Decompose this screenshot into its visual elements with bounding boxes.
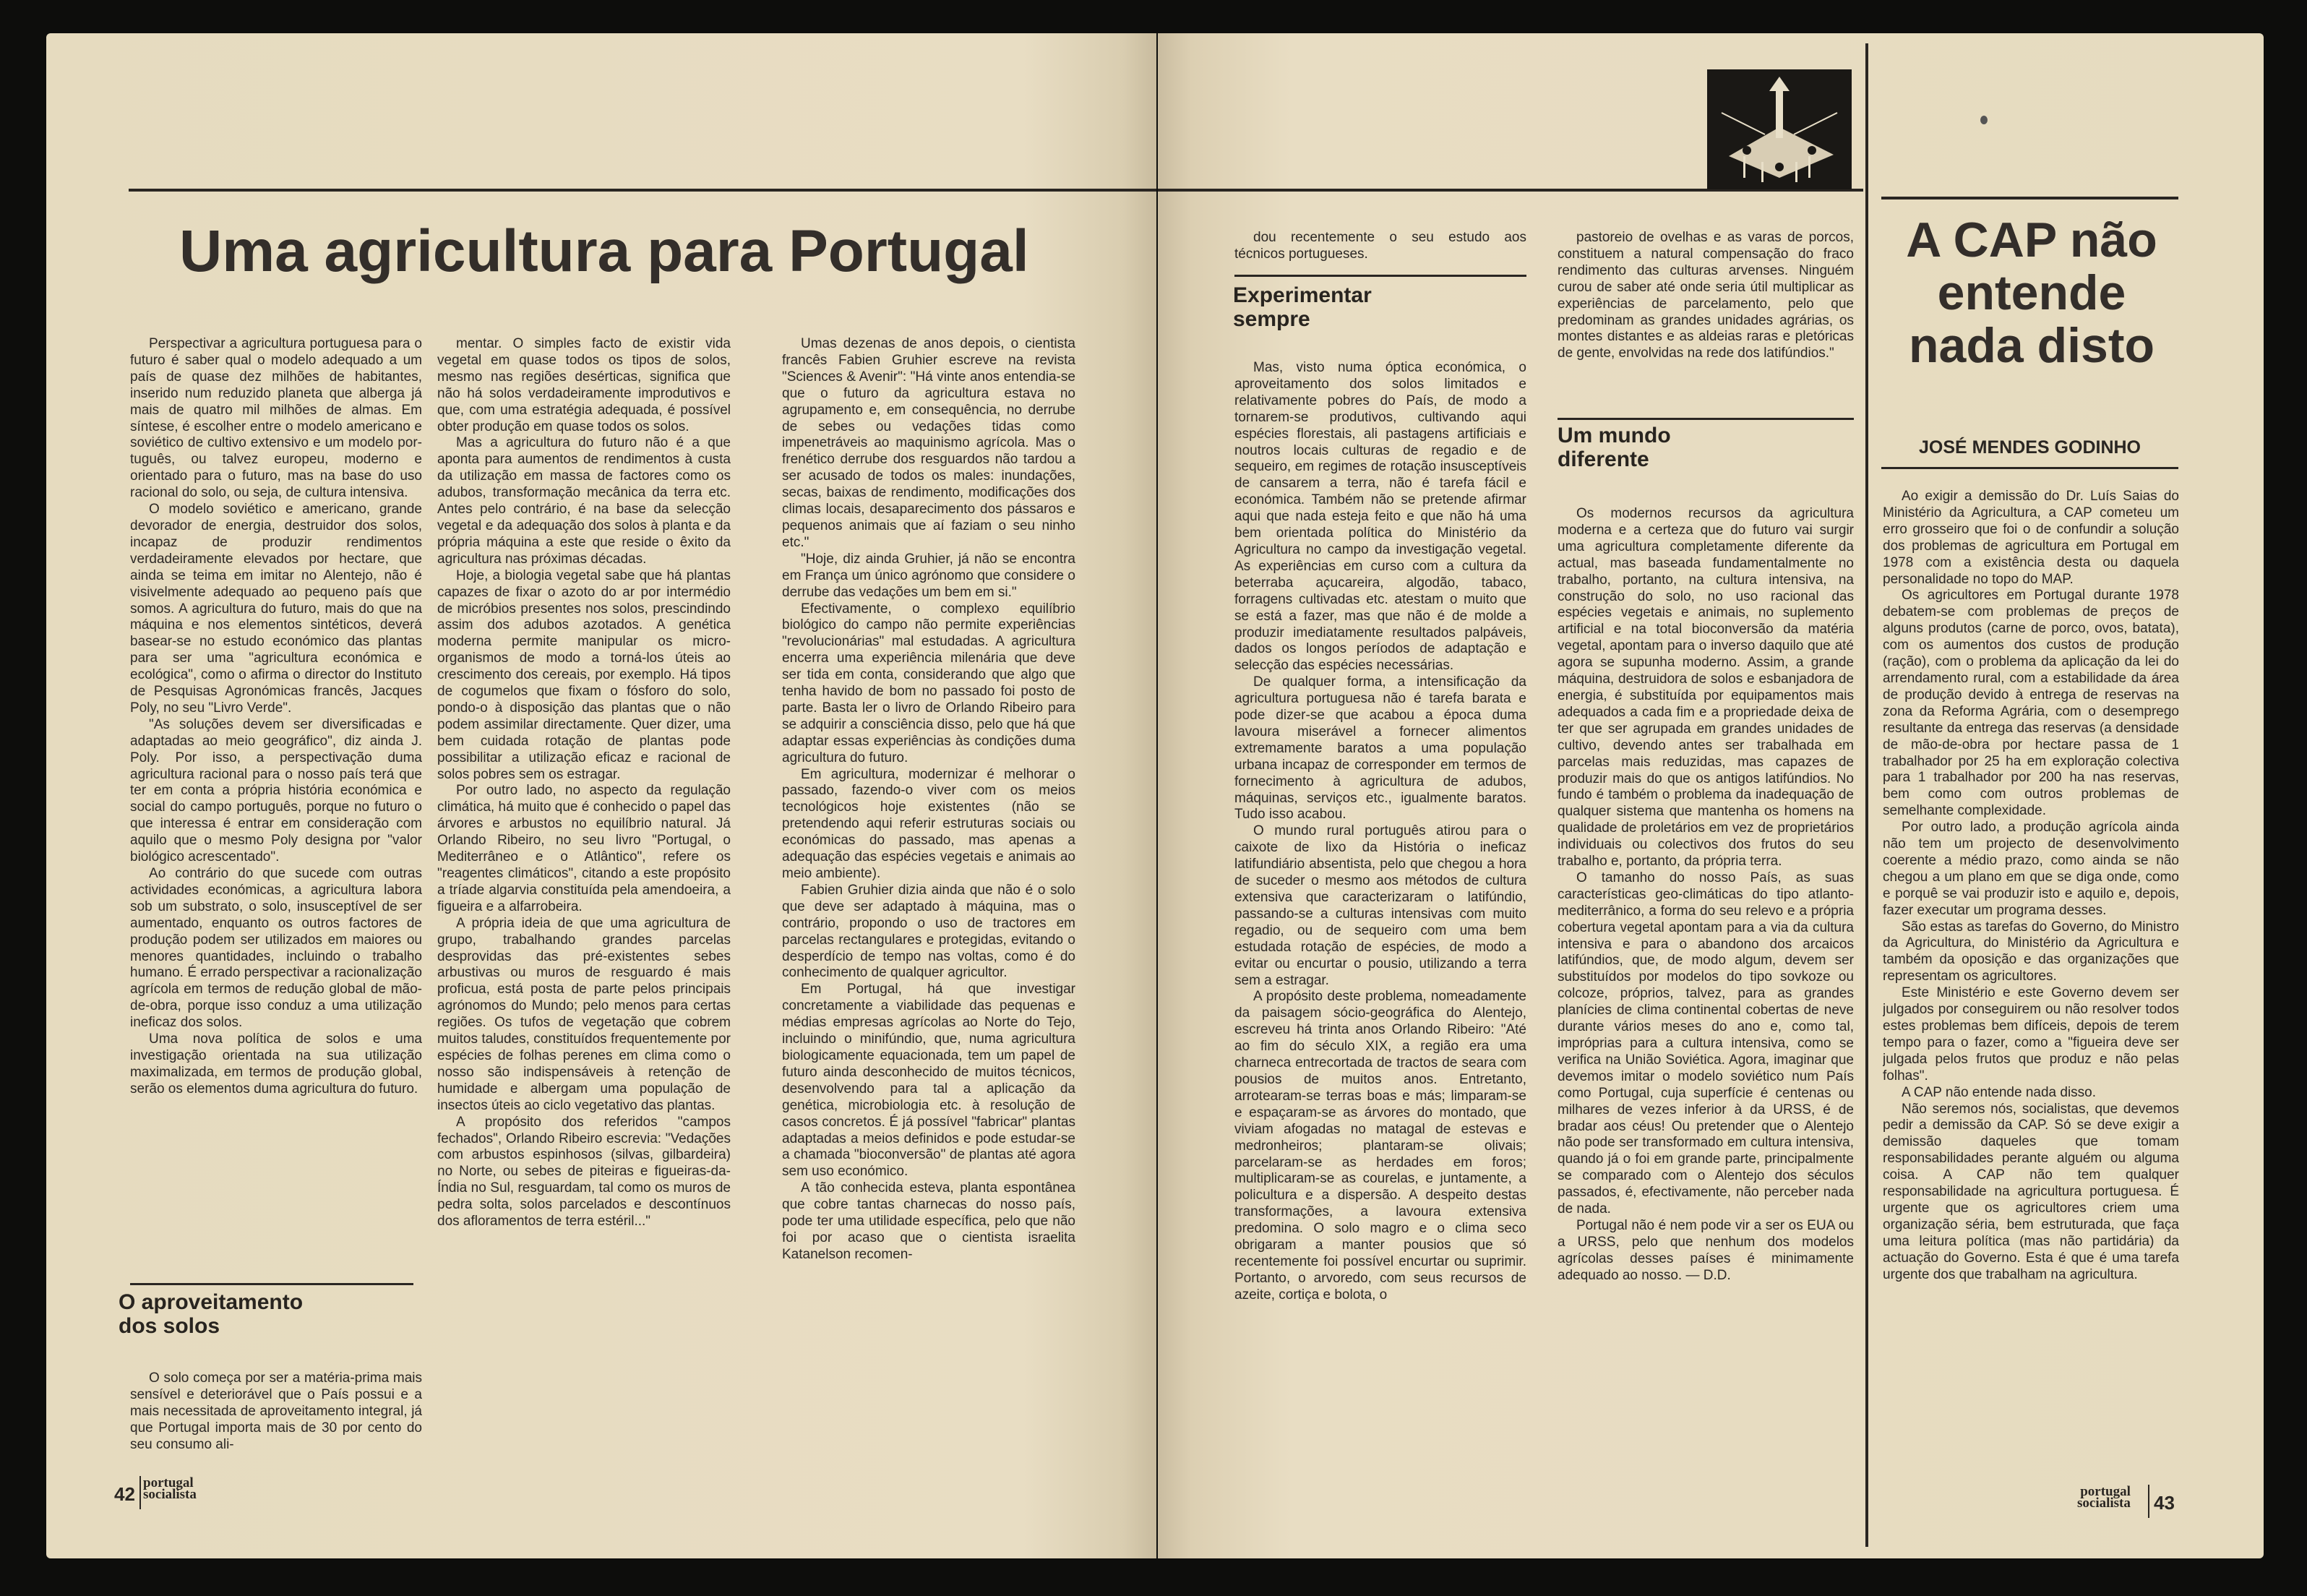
subhead-rule-1 — [130, 1283, 413, 1285]
paragraph: Perspectivar a agricultura portuguesa para o futuro é saber qual o modelo adequado a um país de quase dez milhões de habitantes, inserido num reduzido planeta que alberga já mais de quatro mil milhões de almas. Em síntese, é escolher entre o modelo americano e soviético de cultivo extensivo e um modelo por-tuguês, ou talvez europeu, moderno e orientado para o futuro, mas na base do uso racional do solo, ou seja, de cultura intensiva. — [130, 336, 422, 501]
paragraph: Portugal não é nem pode vir a ser os EUA ou a URSS, pelo que nenhum dos modelos agrícolas desses países é minimamente adequado ao nosso. — D.D. — [1558, 1217, 1854, 1283]
sidebar-top-rule — [1881, 197, 2178, 200]
paragraph: O modelo soviético e americano, grande devorador de energia, destruidor dos solos, incapaz de produzir rendimentos verdadeiramente elevados por hectare, que ainda se teima em imitar no Alentejo, não é visivelmente adequado ao pequeno país que somos. A agricultura do futuro, mais do que na máquina e nos elementos sintéticos, deverá basear-se no estudo económico das plantas para ser uma "agricultura económica e ecológica", como o afirma o director do Instituto de Pesquisas Agronómicas francês, Jacques Poly, no seu "Livro Verde". — [130, 502, 422, 716]
paragraph: Os agricultores em Portugal durante 1978 debatem-se com problemas de preços de alguns produtos (carne de porco, ovos, batata), com os aumentos dos custos de produção (ração), com o problema da aplicação da lei do arrendamento rural, com a estabilidade da área de produção devido à entrega de reservas na zona da Reforma Agrária, com o desemprego resultante da entrega das reservas (a densidade de mão-de-obra por hectare passa de 1 trabalhador por 25 ha em exploração colectiva para 1 trabalhador por 200 ha nas reservas, bem como com outros problemas de semelhante complexidade. — [1883, 588, 2179, 819]
column-3 — [782, 336, 1075, 1464]
page-number-right: 43 — [2154, 1492, 2175, 1514]
paragraph: Efectivamente, o complexo equilíbrio biológico do campo não permite experiências "revolucionárias" mal estudadas. A agricultura encerra uma experiência milenária que deve ser tida em conta, considerando que algo que tenha havido de bom no passado foi posto de parte. Basta ler o livro de Orlando Ribeiro para se adquirir a consciência disso, pelo que há que adaptar essas experiências às condições duma agricultura do futuro. — [782, 601, 1075, 765]
paragraph: dou recentemente o seu estudo aos técnicos portugueses. — [1234, 230, 1526, 262]
subhead-rule-4 — [1234, 275, 1526, 277]
masthead-line1: portugal — [143, 1475, 194, 1490]
paragraph: Umas dezenas de anos depois, o cientista francês Fabien Gruhier escreve na revista "Sciences & Avenir": "Há vinte anos entendia-se que o futuro da agricultura estava no agrupamento e, em consequência, no derrube de sebes ou vedações tidas como impenetráveis ao maquinismo agrícola. Mas o frenético derrube dos resguardos não tardou a ser acusado de todos os males: inundações, secas, baixas de rendimento, modificações dos climas locais, desaparecimento dos pássaros e pequenos animais que aí faziam o seu ninho etc." — [782, 336, 1075, 550]
top-rule-left — [129, 189, 1156, 192]
subhead-rule-5 — [1558, 418, 1854, 420]
masthead-right — [2077, 1486, 2131, 1509]
folio-divider-right — [2148, 1485, 2149, 1518]
sidebar-author-rule — [1881, 467, 2178, 469]
paragraph: Os modernos recursos da agricultura moderna e a certeza que do futuro vai surgir uma agricultura completamente diferente da actual, mas baseada fundamentalmente no trabalho, portanto, na cultura intensiva, na construção do solo, no uso racional das espécies vegetais e animais, no suplemento artificial e na total bioconversão da matéria vegetal, apontam para o inverso daquilo que até agora se supunha moderno. Assim, a grande máquina, destruidora de solos e esbanjadora de energia, é substituída por equipamentos mais adequados a cada fim e a propriedade deixa de ter que ser agrupada em grandes unidades de cultivo, devendo antes ser trabalhada em parcelas mais reduzidas, mas capazes de produzir mais do que os antigos latifúndios. No fundo é também o problema da inadequação de qualquer sistema que mantenha os homens na qualidade de proletários em vez de proprietários individuais ou colectivos dos frutos do seu trabalho e, portanto, da própria terra. — [1558, 506, 1854, 870]
illustration-drawing — [1707, 69, 1852, 189]
paragraph: Mas, visto numa óptica económica, o aproveitamento dos solos limitados e relativamente pobres do País, de modo a tornarem-se produtivos, cultivando aqui espécies florestais, ali pastagens artificiais e noutros locais culturas de regadio e de sequeiro, em regimes de rotação insusceptíveis de cansarem a terra, não é tarefa fácil e económica. Também não se pretende afirmar aqui que nada esteja feito e que não há uma bem orientada política do Ministério da Agricultura no campo da investigação vegetal. As experiências em curso com a cultura da beterraba açucareira, algodão, tabaco, forragens cultivadas etc. atestam o muito que se está a fazer, mas que não é de molde a produzir imediatamente resultados palpáveis, dados os longos períodos de adaptação e selecção das espécies necessárias. — [1234, 360, 1526, 674]
paragraph: pastoreio de ovelhas e as varas de porcos, constituem a natural compensação do fraco rendimento das culturas arvenses. Ninguém curou de saber até onde seria útil multiplicar as experiências de parcelamento, pelo que predominam as grandes unidades agrárias, os montes distantes e as aldeias raras e pletóricas de gente, envolvidas na rede dos latifúndios." — [1558, 230, 1854, 361]
paragraph: Mas a agricultura do futuro não é a que aponta para aumentos de rendimentos à custa da utilização em massa de factores como os adubos, transformação mecânica da terra etc. Antes pelo contrário, é na base da selecção vegetal e da adequação dos solos à planta e da própria máquina a este que reside o êxito da agricultura nas próximas décadas. — [437, 435, 731, 567]
paragraph: Por outro lado, no aspecto da regulação climática, há muito que é conhecido o papel das árvores e arbustos no equilíbrio natural. Já Orlando Ribeiro, no seu livro "Portugal, o Mediterrâneo e o Atlântico", refere os "reagentes climáticos", citando a este propósito a tríade algarvia constituída pela amendoeira, a figueira e a alfarrobeira. — [437, 783, 731, 914]
paragraph: Ao contrário do que sucede com outras actividades económicas, a agricultura labora sob um substrato, o solo, insusceptível de ser aumentado, enquanto os outros factores de produção podem ser utilizados em maiores ou menores quantidades, incluindo o trabalho humano. É errado perspectivar a racionalização agrícola em termos de redução global de mão-de-obra, porque isso conduz a uma utilização ineficaz dos solos. — [130, 866, 422, 1031]
column-5-continued — [1558, 506, 1854, 1471]
sidebar-author: JOSÉ MENDES GODINHO — [1919, 437, 2141, 458]
masthead-line2: socialista — [2077, 1496, 2131, 1511]
specks — [1980, 116, 1988, 124]
subheading-aproveitamento: O aproveitamento dos solos — [119, 1290, 304, 1338]
paragraph: Em Portugal, há que investigar concretamente a viabilidade das pequenas e médias empresas agrícolas ao Norte do Tejo, incluindo o minifúndio, que, numa agricultura biologicamente equacionada, tem um papel de futuro ainda desconhecido de muitos técnicos, desenvolvendo para tal a aplicação da genética, microbiologia etc. à resolução de casos concretos. É já possível "fabricar" plantas adaptadas a meios definidos e pode estudar-se a chamada "bioconversão" de plantas até agora sem uso económico. — [782, 982, 1075, 1180]
paragraph: De qualquer forma, a intensificação da agricultura portuguesa não é tarefa barata e pode dizer-se que acabou a época duma lavoura miserável a fornecer alimentos extremamente baratos a uma população urbana incapaz de corresponder em termos de fornecimento à agricultura de adubos, máquinas, serviços etc., igualmente baratos. Tudo isso acabou. — [1234, 674, 1526, 823]
paragraph: Este Ministério e este Governo devem ser julgados por conseguirem ou não resolver todos estes problemas bem difíceis, depois de terem tempo para o fazer, como a "figueira deve ser julgada pelos frutos que produz e não pelas folhas". — [1883, 985, 2179, 1084]
column-2 — [437, 336, 731, 1464]
paragraph: O solo começa por ser a matéria-prima mais sensível e deteriorável que o País possui e a mais necessitada de aproveitamento integral, já que Portugal importa mais de 30 por cento do seu consumo ali- — [130, 1370, 422, 1452]
paragraph: O mundo rural português atirou para o caixote de lixo da História o ineficaz latifundiário absentista, pelo que chegou a hora de suceder o mesmo aos métodos de cultura extensiva que caracterizaram o latifúndio, passando-se a culturas intensivas com muito regadio, ou de sequeiro com uma bem estudada rotação de espécies, de modo a evitar ou encurtar o pousio, utilizando a terra sem a estragar. — [1234, 823, 1526, 988]
column-1-continued — [130, 1370, 422, 1472]
paragraph: mentar. O simples facto de existir vida vegetal em quase todos os tipos de solos, mesmo nas regiões desérticas, significa que não há solos verdadeiramente improdutivos e que, com uma estratégia adequada, é possível obter produção em quase todos os solos. — [437, 336, 731, 434]
subheading-mundo: Um mundo diferente — [1558, 424, 1671, 471]
paragraph: A própria ideia de que uma agricultura de grupo, trabalhando grandes parcelas desprovidas das pré-existentes sebes arbustivas ou muros de resguardo é mais proficua, está posta de parte pelos principais agrónomos do Mundo; pelo menos para certas regiões. Os tufos de vegetação que cobrem muitos taludes, constituídos frequentemente por espécies de folhas perenes em clima como o nosso são indispensáveis à retenção de humidade e albergam uma população de insectos úteis ao ciclo vegetativo das plantas. — [437, 915, 731, 1113]
paragraph: Em agricultura, modernizar é melhorar o passado, fazendo-o viver com os meios tecnológicos hoje existentes (não se pretendendo aqui referir estruturas sociais ou económicas do passado, mas apenas a adequação das espécies vegetais e animais ao meio ambiente). — [782, 766, 1075, 881]
paragraph: A propósito dos referidos "campos fechados", Orlando Ribeiro escrevia: "Vedações com arbustos espinhosos (silvas, gilbardeira) no Norte, ou sebes de piteiras e figueiras-da-Índia no Sul, resguardam, tal como os muros de pedra solta, solos parcelados e descontínuos dos afloramentos de terra estéril..." — [437, 1114, 731, 1230]
subheading-experimentar: Experimentar sempre — [1233, 283, 1372, 331]
paragraph: A CAP não entende nada disso. — [1902, 1084, 2097, 1100]
page-number-left: 42 — [114, 1483, 135, 1505]
paragraph: O tamanho do nosso País, as suas características geo-climáticas do tipo atlanto-mediterrânico, a forma do seu relevo e a própria cobertura vegetal apontam para a via da cultura intensiva e para o abandono dos arcaicos latifúndios, que, de modo algum, devem ser substituídos por modelos do tipo sovkoze ou colcoze, próprios, talvez, para as grandes planícies de clima continental cobertas de neve durante vários meses do ano e, como tal, impróprias para a cultura intensiva, como se verifica na União Soviética. Agora, imaginar que devemos imitar o modelo soviético num País como Portugal, cuja superfície é centenas ou milhares de vezes inferior à da URSS, é de bradar aos céus! Ou pretender que o Alentejo não pode ser transformado em cultura intensiva, quando já o foi em grande parte, principalmente se comparado com o Alentejo dos séculos passados, é, efectivamente, não perceber nada de nada. — [1558, 870, 1854, 1217]
sidebar-title: A CAP não entende nada disto — [1906, 213, 2157, 373]
paragraph: A tão conhecida esteva, planta espontânea que cobre tantas charnecas do nosso país, pode ter uma utilidade específica, pelo que não foi por acaso que o cientista israelita Katanelson recomen- — [782, 1180, 1075, 1262]
masthead-line2: socialista — [143, 1487, 197, 1502]
sidebar-column — [1883, 489, 2179, 1472]
masthead-line1: portugal — [2080, 1484, 2131, 1499]
paragraph: Uma nova política de solos e uma investigação orientada na sua utilização maximalizada, em termos de produção global, serão os elementos duma agricultura do futuro. — [130, 1031, 422, 1097]
paragraph: Por outro lado, a produção agrícola ainda não tem um projecto de desenvolvimento coerente a médio prazo, como ainda se não chegou a um plano em que se diga onde, como e porquê se vai produzir isto e aquilo e, depois, fazer executar um programa desses. — [1883, 820, 2179, 918]
paragraph: A propósito deste problema, nomeadamente da paisagem sócio-geográfica do Alentejo, escreveu há trinta anos Orlando Ribeiro: "Até ao fim do século XIX, a região era uma charneca entrecortada de tractos de seara com pousios de muitos anos. Entretanto, arrotearam-se terras boas e más; limparam-se e espaçaram-se as árvores do montado, que viviam afogadas no matagal de estevas e medronheiros; plantaram-se olivais; parcelaram-se as herdades em foros; multiplicaram-se as courelas, e juntamente, a policultura e a dispersão. A despeito destas transformações, a lavoura extensiva predomina. O solo magro e o clima seco obrigaram a manter pousios que só recentemente foi possível encurtar ou suprimir. Portanto, o arvoredo, com seus recursos de azeite, cortiça e bolota, o — [1234, 989, 1526, 1303]
paragraph: Hoje, a biologia vegetal sabe que há plantas capazes de fixar o azoto do ar por intermédio de micróbios presentes nos solos, prescindindo assim dos adubos azotados. A genética moderna permite manipular os micro-organismos de modo a torná-los úteis ao crescimento dos cereais, por exemplo. Há tipos de cogumelos que fixam o fósforo do solo, pondo-o à disposição das plantas que o não podem assimilar directamente. Quer dizer, uma bem cuidada rotação de plantas pode possibilitar a utilização eficaz e racional de solos pobres sem os estragar. — [437, 567, 731, 782]
column-4 — [1234, 360, 1526, 1470]
column-4-intro — [1234, 230, 1526, 266]
column-5 — [1558, 230, 1854, 419]
illustration-icon — [1707, 69, 1852, 189]
sidebar-divider — [1865, 43, 1868, 1547]
article-title: Uma agricultura para Portugal — [179, 218, 1029, 284]
folio-divider-left — [139, 1476, 141, 1509]
paragraph: Fabien Gruhier dizia ainda que não é o solo que deve ser adaptado à máquina, mas o contrário, propondo o uso de tractores em parcelas rectangulares e protegidas, evitando o desperdício de tempo nas voltas, como é do conhecimento de qualquer agricultor. — [782, 882, 1075, 981]
paragraph: Não seremos nós, socialistas, que devemos pedir a demissão da CAP. Só se deve exigir a demissão daqueles que tomam responsabilidades perante alguém ou alguma coisa. A CAP não tem qualquer responsabilidade na agricultura portuguesa. É urgente que os agricultores criem uma organização séria, bem estruturada, que faça uma leitura política (mas não partidária) da actuação do Governo. Esta é que é uma tarefa urgente dos que trabalham na agricultura. — [1883, 1101, 2179, 1282]
paragraph: "Hoje, diz ainda Gruhier, já não se encontra em França um único agrónomo que considere o derrube das vedações um bem em si." — [782, 551, 1075, 600]
column-1 — [130, 336, 422, 1269]
masthead-left — [143, 1477, 197, 1501]
paragraph: Ao exigir a demissão do Dr. Luís Saias do Ministério da Agricultura, a CAP cometeu um erro grosseiro que foi o de confundir a solução dos problemas de agricultura em Portugal em 1978 com a existência desta ou daquela personalidade no topo do MAP. — [1883, 489, 2179, 587]
paragraph: São estas as tarefas do Governo, do Ministro da Agricultura, do Ministério da Agricultura e também da oposição e das organizações que representam os agricultores. — [1883, 919, 2179, 984]
paragraph: "As soluções devem ser diversificadas e adaptadas ao meio geográfico", diz ainda J. Poly. Por isso, a perspectivação duma agricultura racional para o nosso país terá que ter em conta a própria história económica e social do campo português, porque no futuro o que interessa é entrar em consideração com aquilo que o mesmo Poly designa por "valor biológico acrescentado". — [130, 716, 422, 865]
